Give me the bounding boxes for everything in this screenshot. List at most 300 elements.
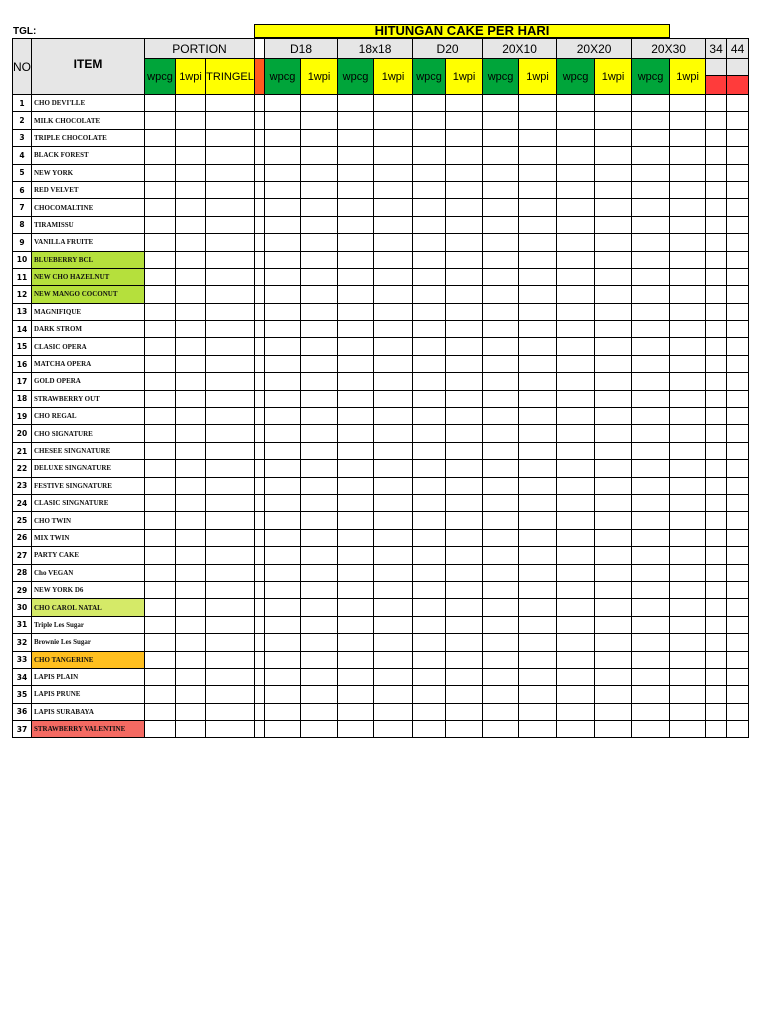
count-cell[interactable] bbox=[338, 251, 374, 268]
count-cell[interactable] bbox=[446, 338, 483, 355]
count-cell[interactable] bbox=[706, 599, 727, 616]
count-cell[interactable] bbox=[519, 425, 557, 442]
count-cell[interactable] bbox=[519, 703, 557, 720]
count-cell[interactable] bbox=[446, 303, 483, 320]
count-cell[interactable] bbox=[446, 703, 483, 720]
count-cell[interactable] bbox=[301, 425, 338, 442]
count-cell[interactable] bbox=[706, 512, 727, 529]
count-cell[interactable] bbox=[176, 147, 206, 164]
count-cell[interactable] bbox=[670, 303, 706, 320]
count-cell[interactable] bbox=[557, 95, 595, 112]
count-cell[interactable] bbox=[632, 460, 670, 477]
count-cell[interactable] bbox=[413, 651, 446, 668]
count-cell[interactable] bbox=[706, 251, 727, 268]
count-cell[interactable] bbox=[338, 703, 374, 720]
count-cell[interactable] bbox=[255, 616, 265, 633]
count-cell[interactable] bbox=[338, 547, 374, 564]
count-cell[interactable] bbox=[557, 616, 595, 633]
count-cell[interactable] bbox=[265, 373, 301, 390]
count-cell[interactable] bbox=[413, 494, 446, 511]
count-cell[interactable] bbox=[557, 721, 595, 738]
count-cell[interactable] bbox=[483, 547, 519, 564]
count-cell[interactable] bbox=[255, 199, 265, 216]
count-cell[interactable] bbox=[374, 494, 413, 511]
count-cell[interactable] bbox=[632, 181, 670, 198]
count-cell[interactable] bbox=[413, 373, 446, 390]
count-cell[interactable] bbox=[374, 512, 413, 529]
count-cell[interactable] bbox=[255, 634, 265, 651]
count-cell[interactable] bbox=[557, 668, 595, 685]
count-cell[interactable] bbox=[255, 268, 265, 285]
count-cell[interactable] bbox=[145, 373, 176, 390]
count-cell[interactable] bbox=[557, 494, 595, 511]
count-cell[interactable] bbox=[595, 512, 632, 529]
count-cell[interactable] bbox=[557, 268, 595, 285]
count-cell[interactable] bbox=[670, 199, 706, 216]
count-cell[interactable] bbox=[206, 112, 255, 129]
count-cell[interactable] bbox=[206, 564, 255, 581]
count-cell[interactable] bbox=[374, 199, 413, 216]
count-cell[interactable] bbox=[670, 338, 706, 355]
count-cell[interactable] bbox=[206, 408, 255, 425]
count-cell[interactable] bbox=[519, 303, 557, 320]
count-cell[interactable] bbox=[595, 721, 632, 738]
count-cell[interactable] bbox=[265, 599, 301, 616]
count-cell[interactable] bbox=[206, 95, 255, 112]
count-cell[interactable] bbox=[557, 512, 595, 529]
count-cell[interactable] bbox=[595, 355, 632, 372]
count-cell[interactable] bbox=[727, 599, 749, 616]
count-cell[interactable] bbox=[727, 286, 749, 303]
count-cell[interactable] bbox=[265, 494, 301, 511]
count-cell[interactable] bbox=[413, 703, 446, 720]
count-cell[interactable] bbox=[519, 338, 557, 355]
count-cell[interactable] bbox=[301, 651, 338, 668]
count-cell[interactable] bbox=[338, 181, 374, 198]
count-cell[interactable] bbox=[338, 164, 374, 181]
count-cell[interactable] bbox=[338, 199, 374, 216]
count-cell[interactable] bbox=[595, 95, 632, 112]
count-cell[interactable] bbox=[255, 651, 265, 668]
count-cell[interactable] bbox=[483, 721, 519, 738]
count-cell[interactable] bbox=[670, 268, 706, 285]
count-cell[interactable] bbox=[206, 268, 255, 285]
count-cell[interactable] bbox=[255, 321, 265, 338]
count-cell[interactable] bbox=[670, 477, 706, 494]
count-cell[interactable] bbox=[670, 164, 706, 181]
count-cell[interactable] bbox=[206, 234, 255, 251]
count-cell[interactable] bbox=[727, 634, 749, 651]
count-cell[interactable] bbox=[446, 616, 483, 633]
count-cell[interactable] bbox=[557, 338, 595, 355]
count-cell[interactable] bbox=[446, 425, 483, 442]
count-cell[interactable] bbox=[338, 95, 374, 112]
count-cell[interactable] bbox=[206, 494, 255, 511]
count-cell[interactable] bbox=[446, 390, 483, 407]
count-cell[interactable] bbox=[301, 129, 338, 146]
count-cell[interactable] bbox=[727, 199, 749, 216]
count-cell[interactable] bbox=[265, 477, 301, 494]
count-cell[interactable] bbox=[145, 321, 176, 338]
count-cell[interactable] bbox=[632, 721, 670, 738]
count-cell[interactable] bbox=[301, 181, 338, 198]
count-cell[interactable] bbox=[595, 581, 632, 598]
count-cell[interactable] bbox=[670, 616, 706, 633]
count-cell[interactable] bbox=[145, 95, 176, 112]
count-cell[interactable] bbox=[632, 164, 670, 181]
count-cell[interactable] bbox=[176, 668, 206, 685]
count-cell[interactable] bbox=[706, 321, 727, 338]
count-cell[interactable] bbox=[727, 147, 749, 164]
count-cell[interactable] bbox=[301, 199, 338, 216]
count-cell[interactable] bbox=[145, 529, 176, 546]
count-cell[interactable] bbox=[632, 95, 670, 112]
count-cell[interactable] bbox=[595, 286, 632, 303]
count-cell[interactable] bbox=[374, 529, 413, 546]
count-cell[interactable] bbox=[413, 616, 446, 633]
count-cell[interactable] bbox=[727, 355, 749, 372]
count-cell[interactable] bbox=[145, 112, 176, 129]
count-cell[interactable] bbox=[255, 581, 265, 598]
count-cell[interactable] bbox=[255, 599, 265, 616]
count-cell[interactable] bbox=[519, 651, 557, 668]
count-cell[interactable] bbox=[338, 616, 374, 633]
count-cell[interactable] bbox=[413, 147, 446, 164]
count-cell[interactable] bbox=[145, 651, 176, 668]
count-cell[interactable] bbox=[519, 286, 557, 303]
count-cell[interactable] bbox=[557, 477, 595, 494]
count-cell[interactable] bbox=[265, 425, 301, 442]
count-cell[interactable] bbox=[338, 460, 374, 477]
count-cell[interactable] bbox=[632, 251, 670, 268]
count-cell[interactable] bbox=[255, 181, 265, 198]
count-cell[interactable] bbox=[206, 616, 255, 633]
count-cell[interactable] bbox=[374, 216, 413, 233]
count-cell[interactable] bbox=[670, 390, 706, 407]
count-cell[interactable] bbox=[338, 529, 374, 546]
count-cell[interactable] bbox=[338, 686, 374, 703]
count-cell[interactable] bbox=[176, 199, 206, 216]
count-cell[interactable] bbox=[338, 634, 374, 651]
count-cell[interactable] bbox=[483, 164, 519, 181]
count-cell[interactable] bbox=[727, 686, 749, 703]
count-cell[interactable] bbox=[446, 321, 483, 338]
count-cell[interactable] bbox=[255, 547, 265, 564]
count-cell[interactable] bbox=[706, 181, 727, 198]
count-cell[interactable] bbox=[595, 181, 632, 198]
count-cell[interactable] bbox=[265, 634, 301, 651]
count-cell[interactable] bbox=[727, 512, 749, 529]
count-cell[interactable] bbox=[255, 477, 265, 494]
count-cell[interactable] bbox=[727, 581, 749, 598]
count-cell[interactable] bbox=[706, 442, 727, 459]
count-cell[interactable] bbox=[265, 616, 301, 633]
count-cell[interactable] bbox=[483, 460, 519, 477]
count-cell[interactable] bbox=[374, 703, 413, 720]
count-cell[interactable] bbox=[483, 355, 519, 372]
count-cell[interactable] bbox=[206, 216, 255, 233]
count-cell[interactable] bbox=[670, 321, 706, 338]
count-cell[interactable] bbox=[595, 460, 632, 477]
count-cell[interactable] bbox=[519, 529, 557, 546]
count-cell[interactable] bbox=[519, 147, 557, 164]
count-cell[interactable] bbox=[413, 460, 446, 477]
count-cell[interactable] bbox=[301, 355, 338, 372]
count-cell[interactable] bbox=[727, 251, 749, 268]
count-cell[interactable] bbox=[595, 529, 632, 546]
count-cell[interactable] bbox=[338, 390, 374, 407]
count-cell[interactable] bbox=[413, 234, 446, 251]
count-cell[interactable] bbox=[206, 164, 255, 181]
count-cell[interactable] bbox=[483, 390, 519, 407]
count-cell[interactable] bbox=[413, 321, 446, 338]
count-cell[interactable] bbox=[265, 286, 301, 303]
count-cell[interactable] bbox=[145, 268, 176, 285]
count-cell[interactable] bbox=[176, 216, 206, 233]
count-cell[interactable] bbox=[483, 564, 519, 581]
count-cell[interactable] bbox=[374, 95, 413, 112]
count-cell[interactable] bbox=[301, 390, 338, 407]
count-cell[interactable] bbox=[670, 408, 706, 425]
count-cell[interactable] bbox=[374, 721, 413, 738]
count-cell[interactable] bbox=[206, 529, 255, 546]
count-cell[interactable] bbox=[206, 668, 255, 685]
count-cell[interactable] bbox=[670, 95, 706, 112]
count-cell[interactable] bbox=[670, 442, 706, 459]
count-cell[interactable] bbox=[413, 164, 446, 181]
count-cell[interactable] bbox=[265, 112, 301, 129]
count-cell[interactable] bbox=[413, 425, 446, 442]
count-cell[interactable] bbox=[706, 390, 727, 407]
count-cell[interactable] bbox=[145, 286, 176, 303]
count-cell[interactable] bbox=[338, 216, 374, 233]
count-cell[interactable] bbox=[483, 477, 519, 494]
count-cell[interactable] bbox=[446, 286, 483, 303]
count-cell[interactable] bbox=[413, 668, 446, 685]
count-cell[interactable] bbox=[176, 95, 206, 112]
count-cell[interactable] bbox=[632, 686, 670, 703]
count-cell[interactable] bbox=[145, 616, 176, 633]
count-cell[interactable] bbox=[413, 477, 446, 494]
count-cell[interactable] bbox=[176, 164, 206, 181]
count-cell[interactable] bbox=[446, 651, 483, 668]
count-cell[interactable] bbox=[301, 460, 338, 477]
count-cell[interactable] bbox=[374, 408, 413, 425]
count-cell[interactable] bbox=[206, 373, 255, 390]
count-cell[interactable] bbox=[595, 547, 632, 564]
count-cell[interactable] bbox=[557, 408, 595, 425]
count-cell[interactable] bbox=[483, 581, 519, 598]
count-cell[interactable] bbox=[255, 686, 265, 703]
count-cell[interactable] bbox=[145, 181, 176, 198]
count-cell[interactable] bbox=[483, 129, 519, 146]
count-cell[interactable] bbox=[519, 477, 557, 494]
count-cell[interactable] bbox=[176, 373, 206, 390]
count-cell[interactable] bbox=[374, 129, 413, 146]
count-cell[interactable] bbox=[145, 199, 176, 216]
count-cell[interactable] bbox=[483, 703, 519, 720]
count-cell[interactable] bbox=[446, 234, 483, 251]
count-cell[interactable] bbox=[595, 112, 632, 129]
count-cell[interactable] bbox=[374, 477, 413, 494]
count-cell[interactable] bbox=[706, 303, 727, 320]
count-cell[interactable] bbox=[301, 668, 338, 685]
count-cell[interactable] bbox=[483, 529, 519, 546]
count-cell[interactable] bbox=[670, 564, 706, 581]
count-cell[interactable] bbox=[413, 721, 446, 738]
count-cell[interactable] bbox=[557, 703, 595, 720]
count-cell[interactable] bbox=[338, 651, 374, 668]
count-cell[interactable] bbox=[145, 390, 176, 407]
count-cell[interactable] bbox=[413, 686, 446, 703]
count-cell[interactable] bbox=[519, 164, 557, 181]
count-cell[interactable] bbox=[483, 147, 519, 164]
count-cell[interactable] bbox=[446, 529, 483, 546]
count-cell[interactable] bbox=[706, 425, 727, 442]
count-cell[interactable] bbox=[338, 355, 374, 372]
count-cell[interactable] bbox=[727, 303, 749, 320]
count-cell[interactable] bbox=[374, 634, 413, 651]
count-cell[interactable] bbox=[446, 494, 483, 511]
count-cell[interactable] bbox=[301, 564, 338, 581]
count-cell[interactable] bbox=[557, 164, 595, 181]
count-cell[interactable] bbox=[519, 442, 557, 459]
count-cell[interactable] bbox=[706, 112, 727, 129]
count-cell[interactable] bbox=[727, 442, 749, 459]
count-cell[interactable] bbox=[374, 338, 413, 355]
count-cell[interactable] bbox=[255, 112, 265, 129]
count-cell[interactable] bbox=[446, 251, 483, 268]
count-cell[interactable] bbox=[301, 286, 338, 303]
count-cell[interactable] bbox=[338, 373, 374, 390]
count-cell[interactable] bbox=[265, 129, 301, 146]
count-cell[interactable] bbox=[145, 129, 176, 146]
count-cell[interactable] bbox=[727, 216, 749, 233]
count-cell[interactable] bbox=[595, 338, 632, 355]
count-cell[interactable] bbox=[374, 181, 413, 198]
count-cell[interactable] bbox=[706, 721, 727, 738]
count-cell[interactable] bbox=[595, 442, 632, 459]
count-cell[interactable] bbox=[265, 251, 301, 268]
count-cell[interactable] bbox=[301, 494, 338, 511]
count-cell[interactable] bbox=[301, 147, 338, 164]
count-cell[interactable] bbox=[413, 181, 446, 198]
count-cell[interactable] bbox=[595, 129, 632, 146]
count-cell[interactable] bbox=[301, 112, 338, 129]
count-cell[interactable] bbox=[483, 216, 519, 233]
count-cell[interactable] bbox=[265, 199, 301, 216]
count-cell[interactable] bbox=[446, 599, 483, 616]
count-cell[interactable] bbox=[176, 181, 206, 198]
count-cell[interactable] bbox=[206, 721, 255, 738]
count-cell[interactable] bbox=[413, 95, 446, 112]
count-cell[interactable] bbox=[255, 721, 265, 738]
count-cell[interactable] bbox=[446, 512, 483, 529]
count-cell[interactable] bbox=[176, 355, 206, 372]
count-cell[interactable] bbox=[338, 147, 374, 164]
count-cell[interactable] bbox=[632, 216, 670, 233]
count-cell[interactable] bbox=[301, 581, 338, 598]
count-cell[interactable] bbox=[176, 390, 206, 407]
count-cell[interactable] bbox=[265, 686, 301, 703]
count-cell[interactable] bbox=[446, 460, 483, 477]
count-cell[interactable] bbox=[374, 547, 413, 564]
count-cell[interactable] bbox=[338, 303, 374, 320]
count-cell[interactable] bbox=[519, 721, 557, 738]
count-cell[interactable] bbox=[632, 634, 670, 651]
count-cell[interactable] bbox=[670, 234, 706, 251]
count-cell[interactable] bbox=[145, 581, 176, 598]
count-cell[interactable] bbox=[301, 216, 338, 233]
count-cell[interactable] bbox=[255, 408, 265, 425]
count-cell[interactable] bbox=[374, 564, 413, 581]
count-cell[interactable] bbox=[670, 703, 706, 720]
count-cell[interactable] bbox=[727, 181, 749, 198]
count-cell[interactable] bbox=[483, 616, 519, 633]
count-cell[interactable] bbox=[145, 668, 176, 685]
count-cell[interactable] bbox=[413, 408, 446, 425]
count-cell[interactable] bbox=[374, 251, 413, 268]
count-cell[interactable] bbox=[265, 512, 301, 529]
count-cell[interactable] bbox=[413, 338, 446, 355]
count-cell[interactable] bbox=[338, 668, 374, 685]
count-cell[interactable] bbox=[374, 303, 413, 320]
count-cell[interactable] bbox=[413, 199, 446, 216]
count-cell[interactable] bbox=[301, 303, 338, 320]
count-cell[interactable] bbox=[706, 581, 727, 598]
count-cell[interactable] bbox=[483, 181, 519, 198]
count-cell[interactable] bbox=[595, 268, 632, 285]
count-cell[interactable] bbox=[255, 251, 265, 268]
count-cell[interactable] bbox=[338, 442, 374, 459]
count-cell[interactable] bbox=[413, 390, 446, 407]
count-cell[interactable] bbox=[255, 216, 265, 233]
count-cell[interactable] bbox=[255, 425, 265, 442]
count-cell[interactable] bbox=[446, 721, 483, 738]
count-cell[interactable] bbox=[727, 564, 749, 581]
count-cell[interactable] bbox=[255, 303, 265, 320]
count-cell[interactable] bbox=[265, 181, 301, 198]
count-cell[interactable] bbox=[145, 408, 176, 425]
count-cell[interactable] bbox=[727, 425, 749, 442]
count-cell[interactable] bbox=[483, 234, 519, 251]
count-cell[interactable] bbox=[176, 477, 206, 494]
count-cell[interactable] bbox=[206, 286, 255, 303]
count-cell[interactable] bbox=[206, 512, 255, 529]
count-cell[interactable] bbox=[176, 338, 206, 355]
count-cell[interactable] bbox=[670, 286, 706, 303]
count-cell[interactable] bbox=[519, 634, 557, 651]
count-cell[interactable] bbox=[483, 373, 519, 390]
count-cell[interactable] bbox=[446, 442, 483, 459]
count-cell[interactable] bbox=[338, 268, 374, 285]
count-cell[interactable] bbox=[255, 390, 265, 407]
count-cell[interactable] bbox=[727, 651, 749, 668]
count-cell[interactable] bbox=[255, 703, 265, 720]
count-cell[interactable] bbox=[557, 460, 595, 477]
count-cell[interactable] bbox=[446, 95, 483, 112]
count-cell[interactable] bbox=[301, 321, 338, 338]
count-cell[interactable] bbox=[557, 686, 595, 703]
count-cell[interactable] bbox=[265, 668, 301, 685]
count-cell[interactable] bbox=[374, 164, 413, 181]
count-cell[interactable] bbox=[519, 668, 557, 685]
count-cell[interactable] bbox=[338, 408, 374, 425]
count-cell[interactable] bbox=[595, 408, 632, 425]
count-cell[interactable] bbox=[519, 95, 557, 112]
count-cell[interactable] bbox=[374, 460, 413, 477]
count-cell[interactable] bbox=[483, 321, 519, 338]
